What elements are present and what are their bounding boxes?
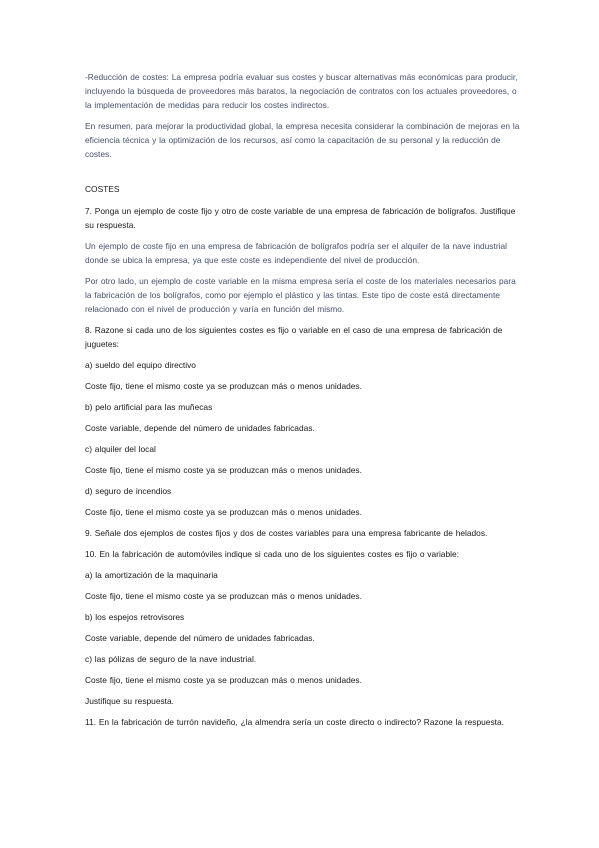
question-9: 9. Señale dos ejemplos de costes fijos y dos de costes variables para una empresa fabricante de helados. <box>85 528 488 538</box>
section-heading-costes: COSTES <box>85 184 120 194</box>
answer-7-fixed-cost: Un ejemplo de coste fijo en una empresa de fabricación de bolígrafos podría ser el alquiler de la nave industrial donde se ubica la empresa, ya que este coste es independiente del nivel de producción. <box>85 241 507 265</box>
paragraph-summary: En resumen, para mejorar la productividad global, la empresa necesita considerar la combinación de mejoras en la eficiencia técnica y la optimización de los recursos, así como la capacitación de su personal y la reducción de costes. <box>85 121 520 159</box>
question-10-item-c: c) las pólizas de seguro de la nave industrial. <box>85 654 257 664</box>
question-8-item-a: a) sueldo del equipo directivo <box>85 360 196 370</box>
question-10-justify: Justifique su respuesta. <box>85 696 174 706</box>
answer-8-item-d: Coste fijo, tiene el mismo coste ya se produzcan más o menos unidades. <box>85 507 362 517</box>
question-7: 7. Ponga un ejemplo de coste fijo y otro de coste variable de una empresa de fabricación de bolígrafos. Justifique su respuesta. <box>85 206 516 230</box>
answer-7-variable-cost: Por otro lado, un ejemplo de coste variable en la misma empresa sería el coste de los materiales necesarios para la fabricación de los bolígrafos, como por ejemplo el plástico y las tintas. Este tipo de coste está directamente relacionado con el nivel de producción y varía en función del mismo. <box>85 276 516 314</box>
answer-8-item-c: Coste fijo, tiene el mismo coste ya se produzcan más o menos unidades. <box>85 465 362 475</box>
question-8: 8. Razone si cada uno de los siguientes costes es fijo o variable en el caso de una empresa de fabricación de juguetes: <box>85 325 503 349</box>
question-10: 10. En la fabricación de automóviles indique si cada uno de los siguientes costes es fijo o variable: <box>85 549 459 559</box>
answer-10-item-a: Coste fijo, tiene el mismo coste ya se produzcan más o menos unidades. <box>85 591 362 601</box>
question-10-item-a: a) la amortización de la maquinaria <box>85 570 218 580</box>
answer-8-item-a: Coste fijo, tiene el mismo coste ya se produzcan más o menos unidades. <box>85 381 362 391</box>
question-8-item-d: d) seguro de incendios <box>85 486 172 496</box>
answer-10-item-b: Coste variable, depende del número de unidades fabricadas. <box>85 633 315 643</box>
question-8-item-c: c) alquiler del local <box>85 444 156 454</box>
question-10-item-b: b) los espejos retrovisores <box>85 612 185 622</box>
document-page <box>85 70 520 736</box>
question-8-item-b: b) pelo artificial para las muñecas <box>85 402 213 412</box>
answer-8-item-b: Coste variable, depende del número de unidades fabricadas. <box>85 423 315 433</box>
question-11: 11. En la fabricación de turrón navideño, ¿la almendra sería un coste directo o indirecto? Razone la respuesta. <box>85 717 504 727</box>
paragraph-cost-reduction: -Reducción de costes: La empresa podría evaluar sus costes y buscar alternativas más económicas para producir, incluyendo la búsqueda de proveedores más baratos, la negociación de contratos con los actuales proveedores, o la implementación de medidas para reducir los costes indirectos. <box>85 72 518 110</box>
answer-10-item-c: Coste fijo, tiene el mismo coste ya se produzcan más o menos unidades. <box>85 675 362 685</box>
